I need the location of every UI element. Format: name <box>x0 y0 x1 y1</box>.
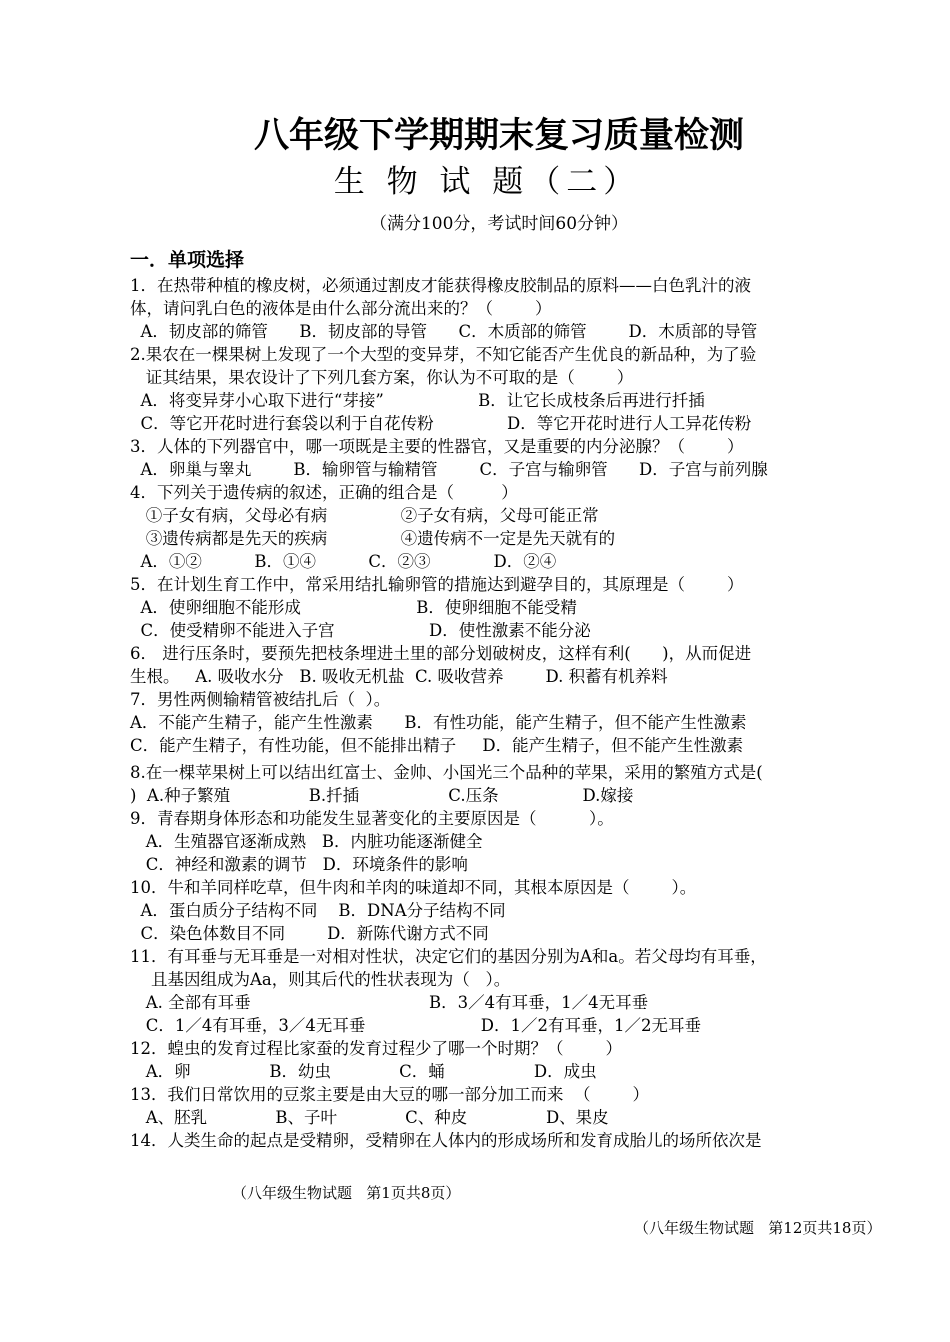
option-line: A．生殖器官逐渐成熟 B．内脏功能逐渐健全 <box>130 832 483 851</box>
section-title: 一．单项选择 <box>130 249 245 271</box>
page-footer-right: （八年级生物试题 第12页共18页） <box>634 1219 882 1237</box>
statement-line: ①子女有病，父母必有病 ②子女有病，父母可能正常 <box>130 506 599 525</box>
option-line: A．卵 B．幼虫 C．蛹 D．成虫 <box>130 1062 597 1081</box>
option-line: A．不能产生精子，能产生性激素 B．有性功能，能产生精子，但不能产生性激素 <box>130 713 747 732</box>
question-line: 10．牛和羊同样吃草，但牛肉和羊肉的味道却不同，其根本原因是（ ）。 <box>130 878 697 897</box>
option-line: C．染色体数目不同 D．新陈代谢方式不同 <box>130 924 489 943</box>
question-line: 5．在计划生育工作中，常采用结扎输卵管的措施达到避孕目的，其原理是（ ） <box>130 575 744 594</box>
option-line: A. 全部有耳垂 B．3／4有耳垂，1／4无耳垂 <box>130 993 649 1012</box>
page-title: 八年级下学期期末复习质量检测 <box>253 116 744 156</box>
statement-line: ③遗传病都是先天的疾病 ④遗传病不一定是先天就有的 <box>130 529 616 548</box>
question-line: 7．男性两侧输精管被结扎后（ ）。 <box>130 690 391 709</box>
question-line: 3．人体的下列器官中，哪一项既是主要的性器官，又是重要的内分泌腺？（ ） <box>130 437 744 456</box>
question-line: 9．青春期身体形态和功能发生显著变化的主要原因是（ ）。 <box>130 809 614 828</box>
question-line: 4．下列关于遗传病的叙述，正确的组合是（ ） <box>130 483 518 502</box>
option-line: C．等它开花时进行套袋以利于自花传粉 D．等它开花时进行人工异花传粉 <box>130 414 752 433</box>
question-line: 13．我们日常饮用的豆浆主要是由大豆的哪一部分加工而来 （ ） <box>130 1085 649 1104</box>
option-line: A、胚乳 B、子叶 C、种皮 D、果皮 <box>130 1108 609 1127</box>
question-line: 8.在一棵苹果树上可以结出红富士、金帅、小国光三个品种的苹果，采用的繁殖方式是( <box>130 763 763 782</box>
option-line: A．将变异芽小心取下进行“芽接” B．让它长成枝条后再进行扦插 <box>130 391 705 410</box>
option-line: A．使卵细胞不能形成 B．使卵细胞不能受精 <box>130 598 577 617</box>
option-line: C．神经和激素的调节 D．环境条件的影响 <box>130 855 468 874</box>
option-line: A．卵巢与睾丸 B．输卵管与输精管 C．子宫与输卵管 D．子宫与前列腺 <box>130 460 768 479</box>
option-line: C．1／4有耳垂，3／4无耳垂 D．1／2有耳垂，1／2无耳垂 <box>130 1016 701 1035</box>
question-line: 6． 进行压条时，要预先把枝条埋进土里的部分划破树皮，这样有利( )，从而促进 <box>130 644 752 663</box>
option-line: C．使受精卵不能进入子宫 D．使性激素不能分泌 <box>130 621 591 640</box>
question-line: 且基因组成为Aa，则其后代的性状表现为（ ）。 <box>130 970 511 989</box>
question-line: 1．在热带种植的橡皮树，必须通过割皮才能获得橡皮胶制品的原料——白色乳汁的液 <box>130 276 751 295</box>
page-subtitle: 生 物 试 题（二） <box>333 164 641 200</box>
page-footer-left: （八年级生物试题 第1页共8页） <box>232 1184 461 1202</box>
option-line: A．韧皮部的筛管 B．韧皮部的导管 C．木质部的筛管 D．木质部的导管 <box>130 322 758 341</box>
option-line: A．蛋白质分子结构不同 B．DNA分子结构不同 <box>130 901 506 920</box>
question-line: 体，请问乳白色的液体是由什么部分流出来的？（ ） <box>130 299 552 318</box>
question-line: 11．有耳垂与无耳垂是一对相对性状，决定它们的基因分别为A和a。若父母均有耳垂， <box>130 947 767 966</box>
option-line: ) A.种子繁殖 B.扦插 C.压条 D.嫁接 <box>130 786 634 805</box>
score-time-note: （满分100分，考试时间60分钟） <box>369 214 629 234</box>
option-line: A．①② B．①④ C．②③ D．②④ <box>130 552 557 571</box>
option-line: C．能产生精子，有性功能，但不能排出精子 D．能产生精子，但不能产生性激素 <box>130 736 744 755</box>
question-line: 证其结果，果农设计了下列几套方案，你认为不可取的是（ ） <box>130 368 634 387</box>
question-line: 12．蝗虫的发育过程比家蚕的发育过程少了哪一个时期？（ ） <box>130 1039 622 1058</box>
option-line: 生根。 A. 吸收水分 B. 吸收无机盐 C. 吸收营养 D. 积蓄有机养料 <box>130 667 668 686</box>
question-line: 2.果农在一棵果树上发现了一个大型的变异芽，不知它能否产生优良的新品种，为了验 <box>130 345 757 364</box>
question-line: 14．人类生命的起点是受精卵，受精卵在人体内的形成场所和发育成胎儿的场所依次是 <box>130 1131 762 1150</box>
